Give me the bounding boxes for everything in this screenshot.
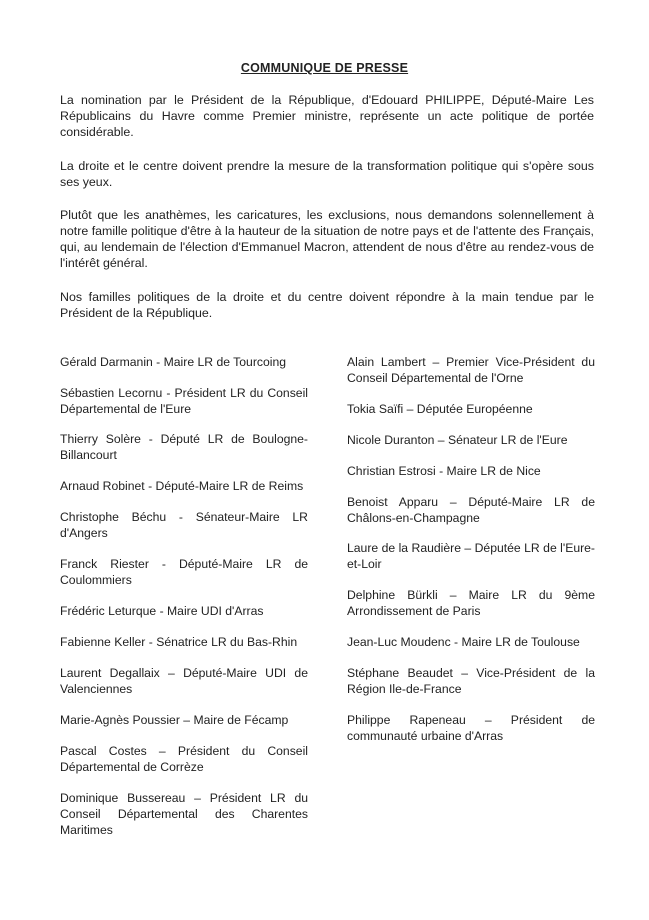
signatory: Jean-Luc Moudenc - Maire LR de Toulouse xyxy=(347,635,580,649)
signatory: Gérald Darmanin - Maire LR de Tourcoing xyxy=(60,355,287,369)
signatory: Laurent Degallaix – Député-Maire UDI de Valenciennes xyxy=(60,666,308,696)
signatory: Marie-Agnès Poussier – Maire de Fécamp xyxy=(60,713,289,727)
signatory: Frédéric Leturque - Maire UDI d'Arras xyxy=(60,604,264,618)
signatory: Stéphane Beaudet – Vice-Président de la Région Ile-de-France xyxy=(347,666,595,696)
paragraph-main-tendue: Nos familles politiques de la droite et du centre doivent répondre à la main tendue par le Président de la République. xyxy=(60,290,594,320)
signatories-right-column xyxy=(347,354,595,744)
signatory: Alain Lambert – Premier Vice-Président du Conseil Départemental de l'Orne xyxy=(347,355,595,385)
signatory: Nicole Duranton – Sénateur LR de l'Eure xyxy=(347,433,568,447)
signatory: Pascal Costes – Président du Conseil Départemental de Corrèze xyxy=(60,744,308,774)
document-title: COMMUNIQUE DE PRESSE xyxy=(240,61,409,75)
signatory: Arnaud Robinet - Député-Maire LR de Reims xyxy=(60,479,304,493)
signatory: Tokia Saïfi – Députée Européenne xyxy=(347,402,533,416)
signatory: Philippe Rapeneau – Président de communauté urbaine d'Arras xyxy=(347,713,595,743)
signatory: Delphine Bürkli – Maire LR du 9ème Arrondissement de Paris xyxy=(347,588,595,618)
paragraph-demand: Plutôt que les anathèmes, les caricatures, les exclusions, nous demandons solennellement à notre famille politique d'être à la hauteur de la situation de notre pays et de l'attente des Français, qui, au lendemain de l'élection d'Emmanuel Macron, attendent de nous d'être au rendez-vous de l'intérêt général. xyxy=(60,208,594,270)
signatory: Benoist Apparu – Député-Maire LR de Châlons-en-Champagne xyxy=(347,495,595,525)
signatory: Laure de la Raudière – Députée LR de l'Eure-et-Loir xyxy=(347,541,595,571)
signatory: Thierry Solère - Député LR de Boulogne-Billancourt xyxy=(60,432,308,462)
paragraph-nomination: La nomination par le Président de la République, d'Edouard PHILIPPE, Député-Maire Les Républicains du Havre comme Premier ministre, représente un acte politique de portée considérable. xyxy=(60,93,594,139)
signatories-left-column xyxy=(60,354,308,838)
signatory: Dominique Bussereau – Président LR du Conseil Départemental des Charentes Maritimes xyxy=(60,791,308,837)
signatory: Sébastien Lecornu - Président LR du Conseil Départemental de l'Eure xyxy=(60,386,308,416)
signatory: Fabienne Keller - Sénatrice LR du Bas-Rhin xyxy=(60,635,298,649)
signatory: Christophe Béchu - Sénateur-Maire LR d'Angers xyxy=(60,510,308,540)
signatory: Christian Estrosi - Maire LR de Nice xyxy=(347,464,541,478)
signatory: Franck Riester - Député-Maire LR de Coulommiers xyxy=(60,557,308,587)
paragraph-transformation: La droite et le centre doivent prendre la mesure de la transformation politique qui s'opère sous ses yeux. xyxy=(60,159,594,189)
